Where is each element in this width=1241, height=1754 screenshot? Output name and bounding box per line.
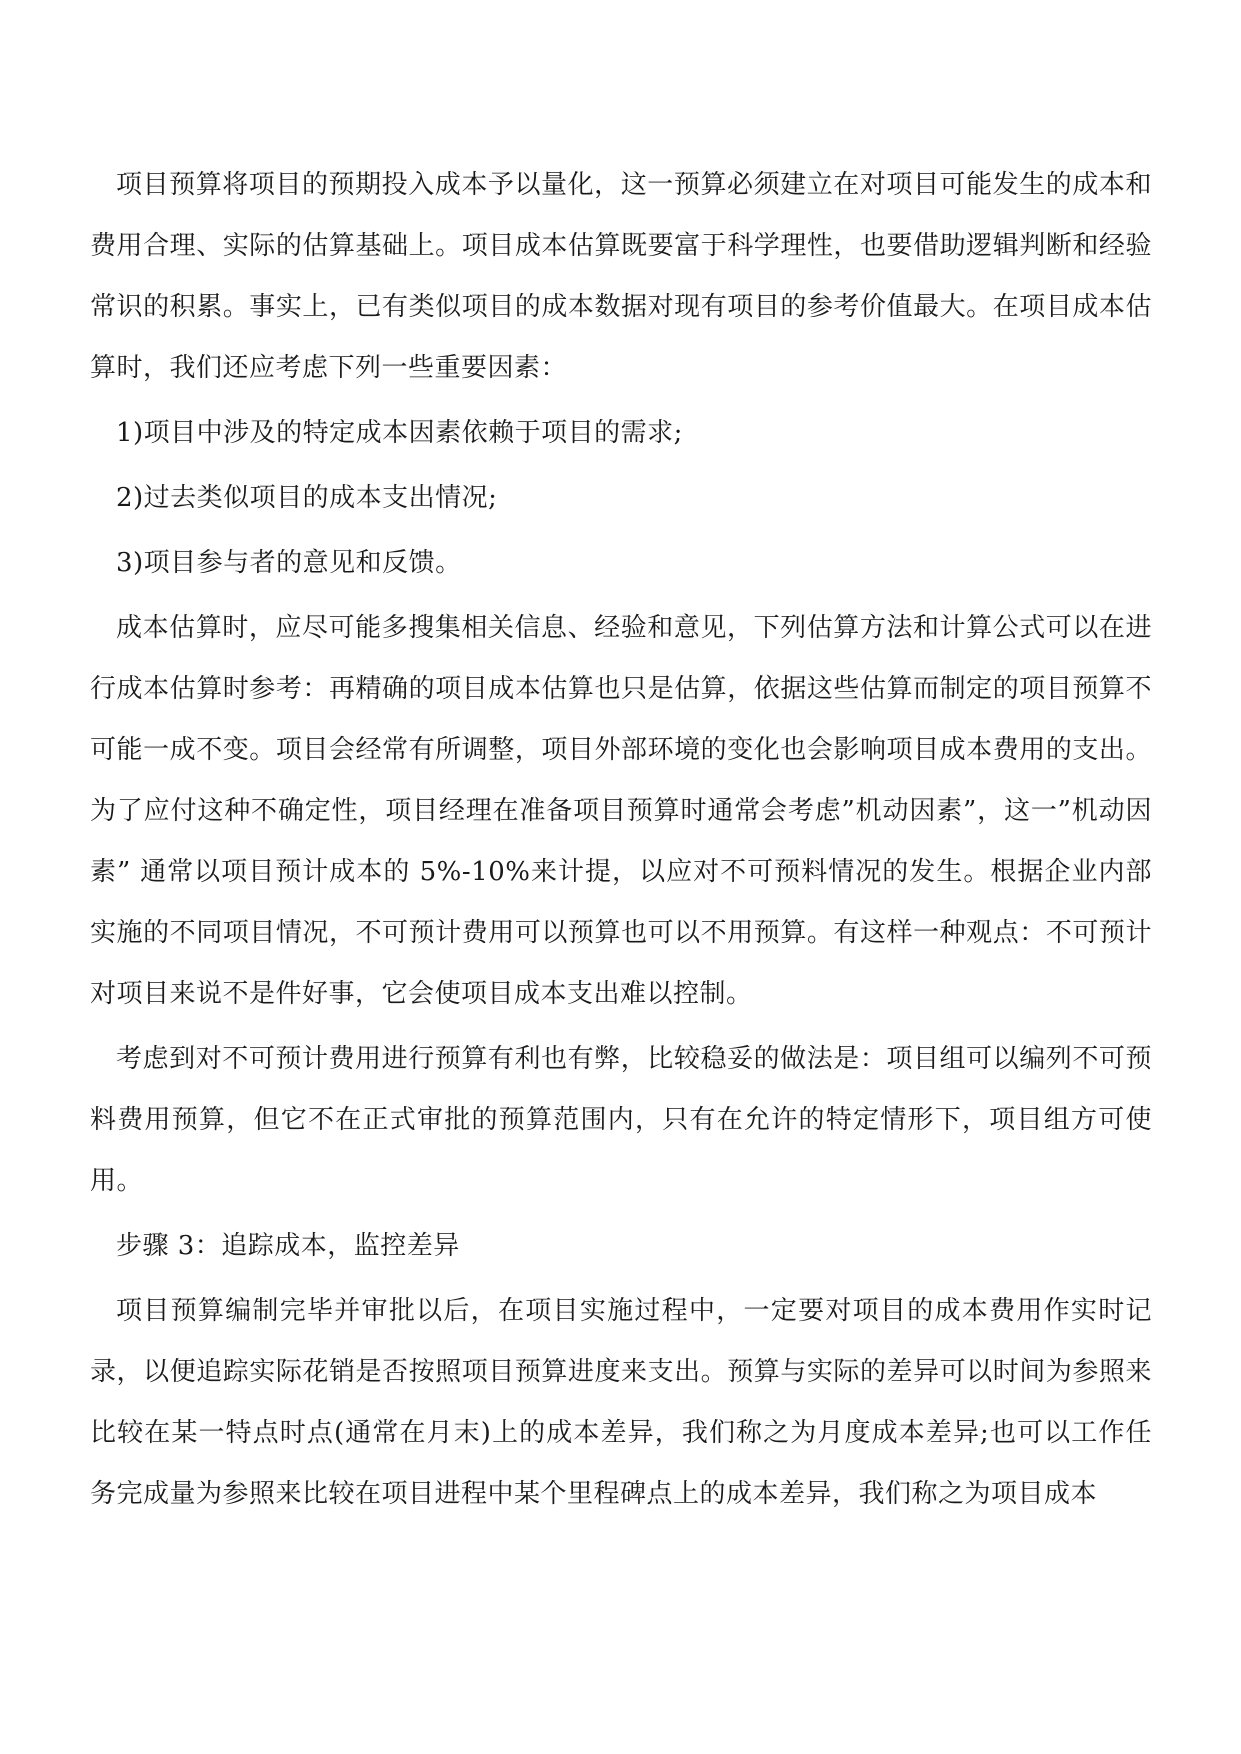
paragraph-budget-intro: 项目预算将项目的预期投入成本予以量化，这一预算必须建立在对项目可能发生的成本和费用合理、实际的估算基础上。项目成本估算既要富于科学理性，也要借助逻辑判断和经验常识的积累。事实上，已有类似项目的成本数据对现有项目的参考价值最大。在项目成本估算时，我们还应考虑下列一些重要因素： xyxy=(90,170,1152,383)
paragraph-contingency: 考虑到对不可预计费用进行预算有利也有弊，比较稳妥的做法是：项目组可以编列不可预料费用预算，但它不在正式审批的预算范围内，只有在允许的特定情形下，项目组方可使用。 xyxy=(90,1044,1152,1196)
section-heading-step-3: 步骤 3：追踪成本，监控差异 xyxy=(116,1231,460,1261)
list-item-factor-3: 3)项目参与者的意见和反馈。 xyxy=(116,548,462,578)
document-body xyxy=(90,155,1152,1529)
list-item-factor-2: 2)过去类似项目的成本支出情况; xyxy=(116,483,498,513)
list-item-factor-1: 1)项目中涉及的特定成本因素依赖于项目的需求; xyxy=(116,418,683,448)
paragraph-cost-estimation: 成本估算时，应尽可能多搜集相关信息、经验和意见，下列估算方法和计算公式可以在进行成本估算时参考：再精确的项目成本估算也只是估算，依据这些估算而制定的项目预算不可能一成不变。项目会经常有所调整，项目外部环境的变化也会影响项目成本费用的支出。为了应付这种不确定性，项目经理在准备项目预算时通常会考虑”机动因素”，这一”机动因素” 通常以项目预计成本的 5%-10%来计提，以应对不可预料情况的发生。根据企业内部实施的不同项目情况，不可预计费用可以预算也可以不用预算。有这样一种观点：不可预计对项目来说不是件好事，它会使项目成本支出难以控制。 xyxy=(90,613,1152,1009)
paragraph-tracking: 项目预算编制完毕并审批以后，在项目实施过程中，一定要对项目的成本费用作实时记录，以便追踪实际花销是否按照项目预算进度来支出。预算与实际的差异可以时间为参照来比较在某一特点时点(通常在月末)上的成本差异，我们称之为月度成本差异;也可以工作任务完成量为参照来比较在项目进程中某个里程碑点上的成本差异，我们称之为项目成本 xyxy=(90,1296,1152,1509)
